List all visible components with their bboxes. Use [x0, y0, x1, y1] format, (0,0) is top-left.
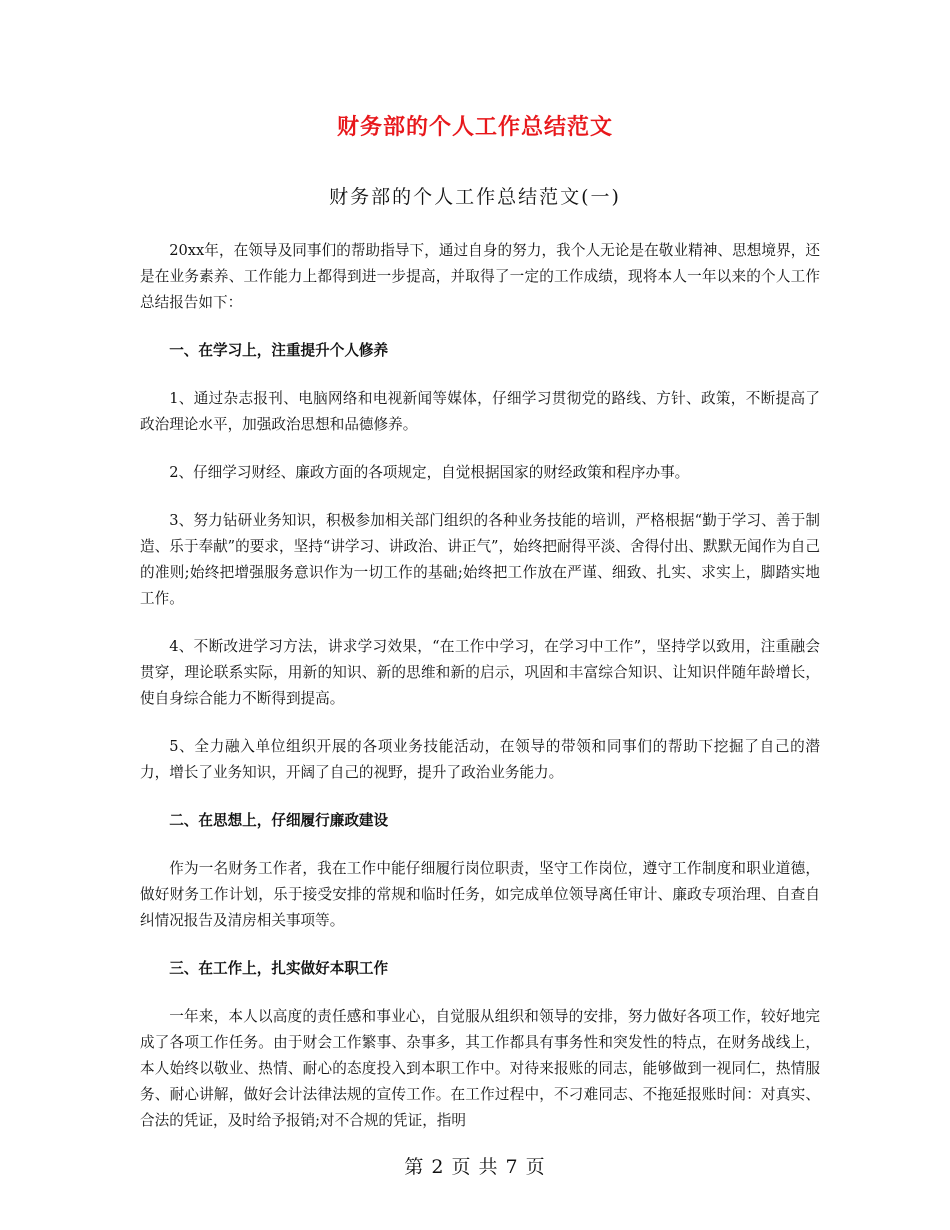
document-title: 财务部的个人工作总结范文 — [336, 114, 613, 140]
paragraph-item-3: 3、努力钻研业务知识，积极参加相关部门组织的各种业务技能的培训，严格根据“勤于学习、善于制造、乐于奉献”的要求，坚持“讲学习、讲政治、讲正气”，始终把耐得平淡、舍得付出、默默无闻作为自己的准则;始终把增强服务意识作为一切工作的基础;始终把工作放在严谨、细致、扎实、求实上，脚踏实地工作。 — [140, 512, 820, 607]
paragraph-item-1: 1、通过杂志报刊、电脑网络和电视新闻等媒体，仔细学习贯彻党的路线、方针、政策，不断提高了政治理论水平，加强政治思想和品德修养。 — [140, 390, 820, 433]
section-heading-2: 二、在思想上，仔细履行廉政建设 — [169, 812, 389, 829]
paragraph-item-5: 5、全力融入单位组织开展的各项业务技能活动，在领导的带领和同事们的帮助下挖掘了自己的潜力，增长了业务知识，开阔了自己的视野，提升了政治业务能力。 — [140, 738, 820, 781]
section-heading-3: 三、在工作上，扎实做好本职工作 — [169, 960, 389, 977]
document-subtitle: 财务部的个人工作总结范文(一) — [329, 186, 621, 208]
paragraph-item-2: 2、仔细学习财经、廉政方面的各项规定，自觉根据国家的财经政策和程序办事。 — [169, 464, 690, 481]
paragraph-intro: 20xx年，在领导及同事们的帮助指导下，通过自身的努力，我个人无论是在敬业精神、思想境界，还是在业务素养、工作能力上都得到进一步提高，并取得了一定的工作成绩，现将本人一年以来的个人工作总结报告如下： — [140, 242, 820, 311]
paragraph-item-4: 4、不断改进学习方法，讲求学习效果，“在工作中学习，在学习中工作”，坚持学以致用，注重融会贯穿，理论联系实际，用新的知识、新的思维和新的启示，巩固和丰富综合知识、让知识伴随年龄增长，使自身综合能力不断得到提高。 — [140, 638, 820, 707]
document-body — [140, 238, 820, 1156]
paragraph-section-2: 作为一名财务工作者，我在工作中能仔细履行岗位职责，坚守工作岗位，遵守工作制度和职业道德，做好财务工作计划，乐于接受安排的常规和临时任务，如完成单位领导离任审计、廉政专项治理、自查自纠情况报告及清房相关事项等。 — [140, 860, 820, 929]
page-number-footer: 第 2 页 共 7 页 — [404, 1156, 546, 1178]
section-heading-1: 一、在学习上，注重提升个人修养 — [169, 342, 389, 359]
paragraph-section-3: 一年来，本人以高度的责任感和事业心，自觉服从组织和领导的安排，努力做好各项工作，较好地完成了各项工作任务。由于财会工作繁事、杂事多，其工作都具有事务性和突发性的特点，在财务战线上，本人始终以敬业、热情、耐心的态度投入到本职工作中。对待来报账的同志，能够做到一视同仁，热情服务、耐心讲解，做好会计法律法规的宣传工作。在工作过程中，不刁难同志、不拖延报账时间：对真实、合法的凭证，及时给予报销;对不合规的凭证，指明 — [140, 1008, 820, 1129]
